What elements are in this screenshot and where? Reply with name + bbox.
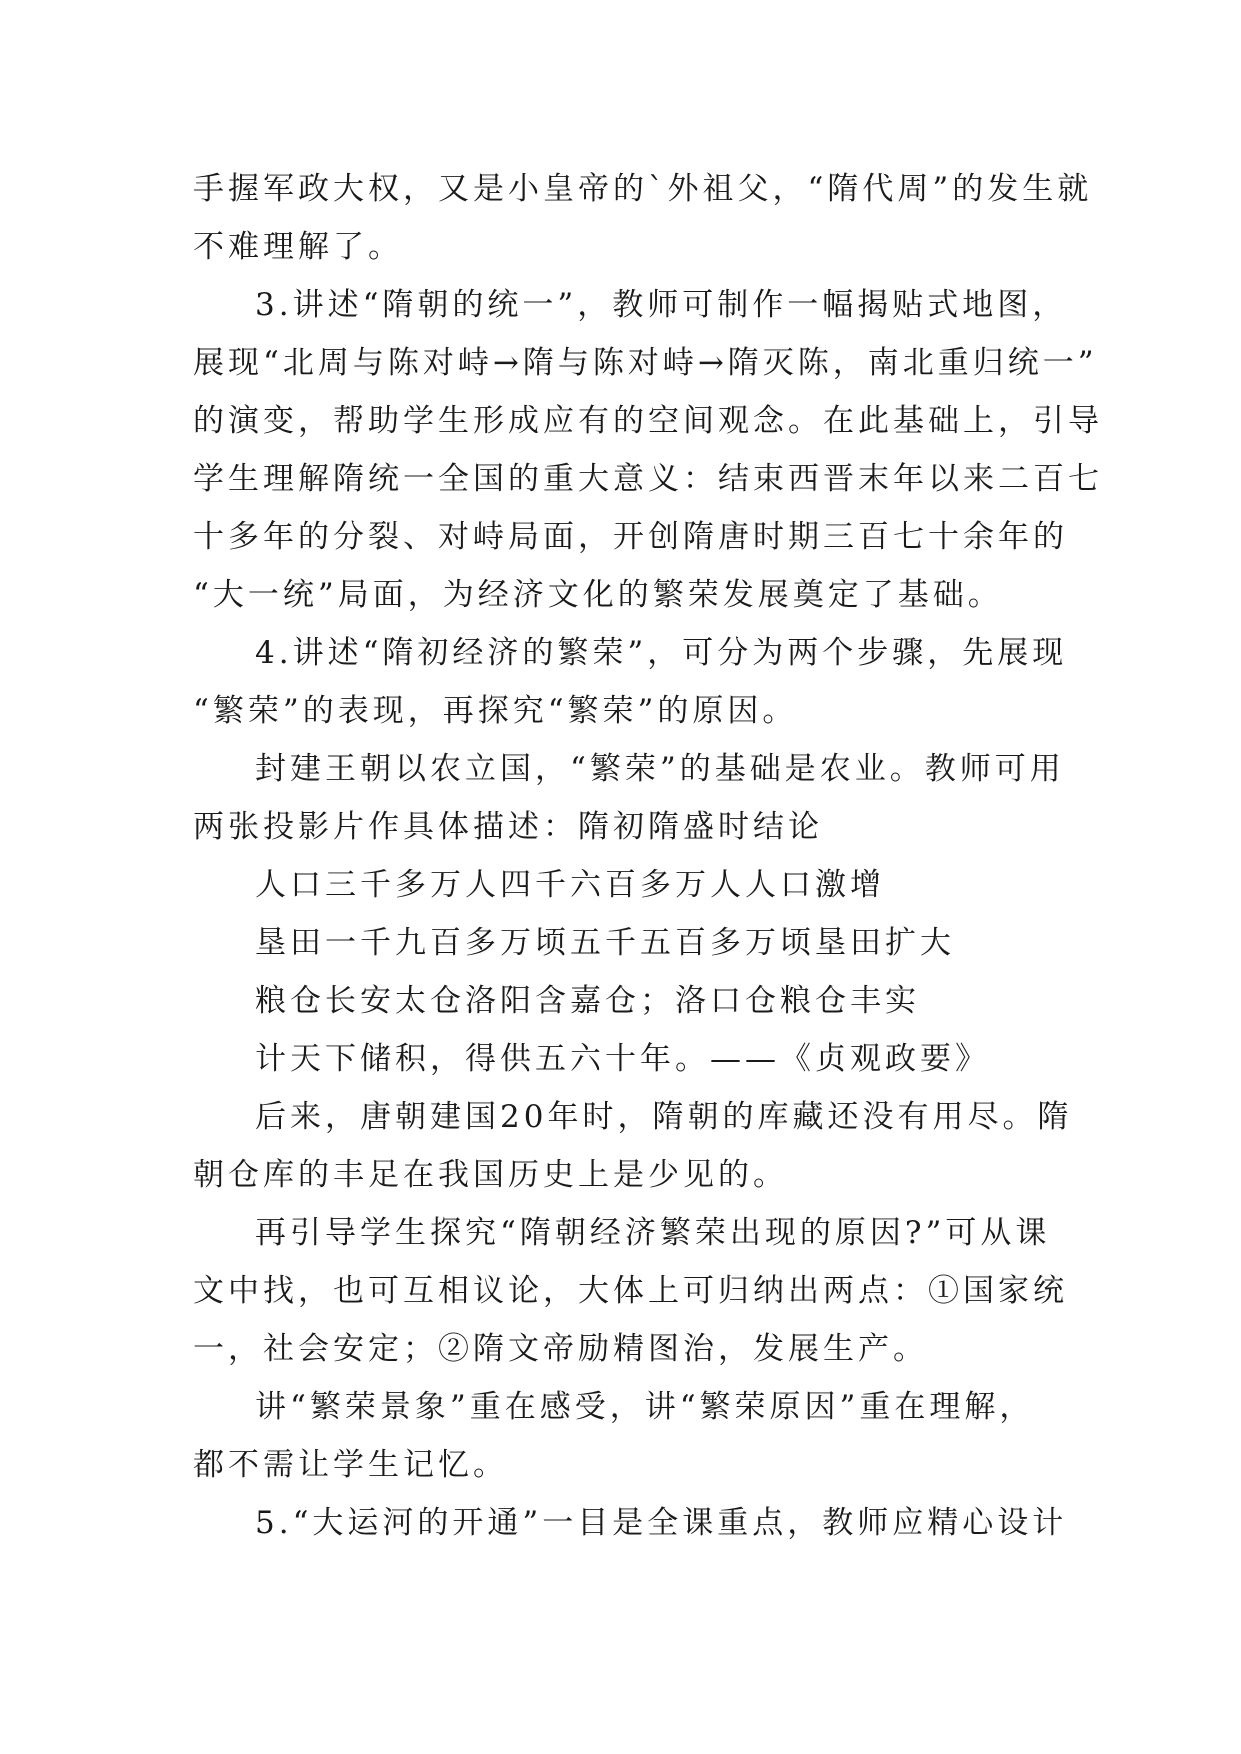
text-line: 十多年的分裂、对峙局面，开创隋唐时期三百七十余年的 [193,519,1068,555]
text-line: 一，社会安定；②隋文帝励精图治，发展生产。 [193,1331,928,1367]
text-line: 讲“繁荣景象”重在感受，讲“繁荣原因”重在理解， [255,1389,1035,1425]
text-line: “繁荣”的表现，再探究“繁荣”的原因。 [193,693,798,729]
text-line: 都不需让学生记忆。 [193,1447,508,1483]
text-line: 5.“大运河的开通”一目是全课重点，教师应精心设计 [255,1505,1068,1541]
text-line: 3.讲述“隋朝的统一”，教师可制作一幅揭贴式地图， [255,287,1068,323]
text-line: 4.讲述“隋初经济的繁荣”，可分为两个步骤，先展现 [255,635,1068,671]
text-line: 学生理解隋统一全国的重大意义：结束西晋末年以来二百七 [193,461,1103,497]
text-line: 不难理解了。 [193,229,403,265]
text-line: 的演变，帮助学生形成应有的空间观念。在此基础上，引导 [193,403,1103,439]
body-text [193,160,1103,1552]
text-line: 展现“北周与陈对峙→隋与陈对峙→隋灭陈，南北重归统一” [193,345,1098,381]
text-line: 再引导学生探究“隋朝经济繁荣出现的原因?”可从课 [255,1215,1051,1251]
text-line: 两张投影片作具体描述：隋初隋盛时结论 [193,809,823,845]
text-line: 封建王朝以农立国，“繁荣”的基础是农业。教师可用 [255,751,1065,787]
text-line: 计天下储积，得供五六十年。——《贞观政要》 [255,1041,990,1077]
text-line: 粮仓长安太仓洛阳含嘉仓；洛口仓粮仓丰实 [255,983,920,1019]
text-line: 人口三千多万人四千六百多万人人口激增 [255,867,885,903]
text-line: “大一统”局面，为经济文化的繁荣发展奠定了基础。 [193,577,1003,613]
text-line: 垦田一千九百多万顷五千五百多万顷垦田扩大 [255,925,955,961]
text-line: 手握军政大权，又是小皇帝的`外祖父，“隋代周”的发生就 [193,171,1093,207]
text-line: 文中找，也可互相议论，大体上可归纳出两点：①国家统 [193,1273,1068,1309]
text-line: 后来，唐朝建国20年时，隋朝的库藏还没有用尽。隋 [255,1099,1073,1135]
text-line: 朝仓库的丰足在我国历史上是少见的。 [193,1157,788,1193]
